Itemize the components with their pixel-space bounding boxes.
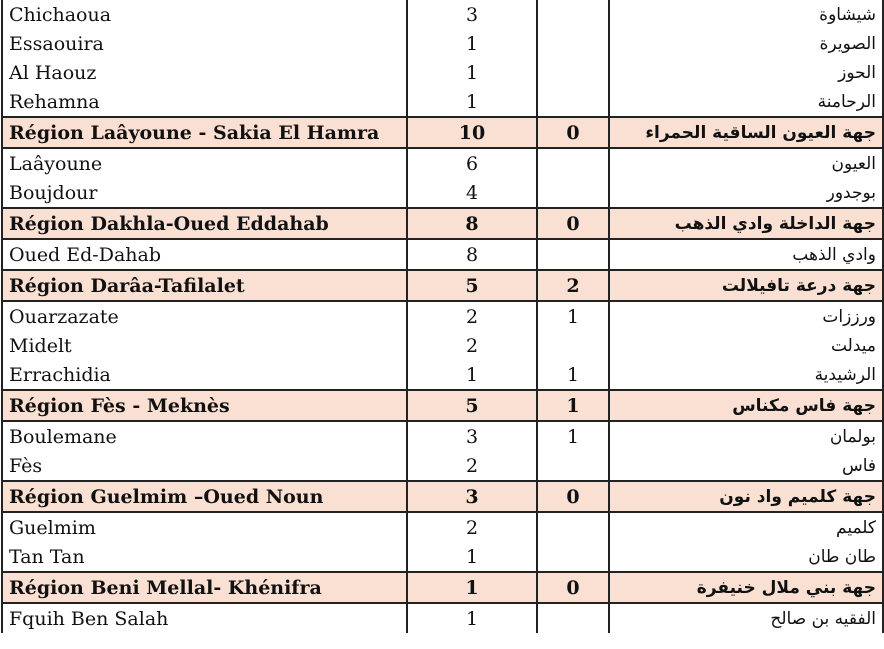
count-cell: 5: [407, 270, 537, 301]
secondary-count-cell: 0: [537, 117, 609, 148]
arabic-name-cell: بوجدور: [609, 178, 883, 208]
french-name-cell: Région Guelmim –Oued Noun: [2, 481, 407, 512]
region-row: [2, 481, 883, 512]
french-name-cell: Région Laâyoune - Sakia El Hamra: [2, 117, 407, 148]
count-cell: 3: [407, 0, 537, 29]
french-name-cell: Boulemane: [2, 421, 407, 451]
count-cell: 8: [407, 208, 537, 239]
arabic-name-cell: جهة الداخلة وادي الذهب: [609, 208, 883, 239]
secondary-count-cell: [537, 148, 609, 178]
french-name-cell: Laâyoune: [2, 148, 407, 178]
arabic-name-cell: طان طان: [609, 542, 883, 572]
arabic-name-cell: ميدلت: [609, 331, 883, 360]
arabic-name-cell: جهة كلميم واد نون: [609, 481, 883, 512]
secondary-count-cell: [537, 0, 609, 29]
arabic-name-cell: جهة بني ملال خنيفرة: [609, 572, 883, 603]
table-row: [2, 542, 883, 572]
french-name-cell: Région Beni Mellal- Khénifra: [2, 572, 407, 603]
table-row: [2, 87, 883, 117]
secondary-count-cell: 0: [537, 572, 609, 603]
count-cell: 1: [407, 603, 537, 633]
french-name-cell: Fquih Ben Salah: [2, 603, 407, 633]
arabic-name-cell: جهة فاس مكناس: [609, 390, 883, 421]
count-cell: 5: [407, 390, 537, 421]
french-name-cell: Région Dakhla-Oued Eddahab: [2, 208, 407, 239]
french-name-cell: Fès: [2, 451, 407, 481]
table-row: [2, 603, 883, 633]
table-row: [2, 29, 883, 58]
regions-table: [1, 0, 884, 633]
french-name-cell: Rehamna: [2, 87, 407, 117]
table-row: [2, 512, 883, 542]
count-cell: 1: [407, 87, 537, 117]
secondary-count-cell: [537, 542, 609, 572]
french-name-cell: Région Fès - Meknès: [2, 390, 407, 421]
secondary-count-cell: 2: [537, 270, 609, 301]
region-row: [2, 117, 883, 148]
french-name-cell: Essaouira: [2, 29, 407, 58]
secondary-count-cell: [537, 451, 609, 481]
arabic-name-cell: الرشيدية: [609, 360, 883, 390]
count-cell: 2: [407, 451, 537, 481]
secondary-count-cell: 0: [537, 481, 609, 512]
secondary-count-cell: 1: [537, 390, 609, 421]
arabic-name-cell: الصويرة: [609, 29, 883, 58]
count-cell: 2: [407, 301, 537, 331]
table-row: [2, 239, 883, 270]
secondary-count-cell: [537, 239, 609, 270]
french-name-cell: Midelt: [2, 331, 407, 360]
french-name-cell: Guelmim: [2, 512, 407, 542]
count-cell: 2: [407, 331, 537, 360]
table-row: [2, 421, 883, 451]
region-row: [2, 270, 883, 301]
table-row: [2, 0, 883, 29]
count-cell: 1: [407, 572, 537, 603]
secondary-count-cell: 1: [537, 360, 609, 390]
arabic-name-cell: بولمان: [609, 421, 883, 451]
french-name-cell: Région Darâa-Tafilalet: [2, 270, 407, 301]
region-row: [2, 390, 883, 421]
arabic-name-cell: كلميم: [609, 512, 883, 542]
arabic-name-cell: جهة درعة تافيلالت: [609, 270, 883, 301]
french-name-cell: Tan Tan: [2, 542, 407, 572]
count-cell: 2: [407, 512, 537, 542]
arabic-name-cell: فاس: [609, 451, 883, 481]
french-name-cell: Oued Ed-Dahab: [2, 239, 407, 270]
secondary-count-cell: 1: [537, 301, 609, 331]
count-cell: 3: [407, 421, 537, 451]
table-row: [2, 148, 883, 178]
french-name-cell: Chichaoua: [2, 0, 407, 29]
secondary-count-cell: 1: [537, 421, 609, 451]
secondary-count-cell: [537, 331, 609, 360]
region-row: [2, 572, 883, 603]
secondary-count-cell: [537, 512, 609, 542]
table-row: [2, 58, 883, 87]
count-cell: 1: [407, 29, 537, 58]
arabic-name-cell: وادي الذهب: [609, 239, 883, 270]
secondary-count-cell: [537, 178, 609, 208]
count-cell: 3: [407, 481, 537, 512]
table-row: [2, 178, 883, 208]
regions-table-body: [2, 0, 883, 633]
secondary-count-cell: [537, 603, 609, 633]
secondary-count-cell: 0: [537, 208, 609, 239]
arabic-name-cell: الفقيه بن صالح: [609, 603, 883, 633]
arabic-name-cell: العيون: [609, 148, 883, 178]
count-cell: 6: [407, 148, 537, 178]
table-row: [2, 360, 883, 390]
secondary-count-cell: [537, 29, 609, 58]
count-cell: 1: [407, 360, 537, 390]
french-name-cell: Al Haouz: [2, 58, 407, 87]
french-name-cell: Errachidia: [2, 360, 407, 390]
french-name-cell: Ouarzazate: [2, 301, 407, 331]
count-cell: 4: [407, 178, 537, 208]
table-row: [2, 301, 883, 331]
arabic-name-cell: جهة العيون الساقية الحمراء: [609, 117, 883, 148]
count-cell: 10: [407, 117, 537, 148]
secondary-count-cell: [537, 87, 609, 117]
arabic-name-cell: الرحامنة: [609, 87, 883, 117]
count-cell: 1: [407, 58, 537, 87]
secondary-count-cell: [537, 58, 609, 87]
region-row: [2, 208, 883, 239]
arabic-name-cell: الحوز: [609, 58, 883, 87]
count-cell: 1: [407, 542, 537, 572]
arabic-name-cell: ورززات: [609, 301, 883, 331]
count-cell: 8: [407, 239, 537, 270]
table-row: [2, 331, 883, 360]
table-row: [2, 451, 883, 481]
arabic-name-cell: شيشاوة: [609, 0, 883, 29]
french-name-cell: Boujdour: [2, 178, 407, 208]
